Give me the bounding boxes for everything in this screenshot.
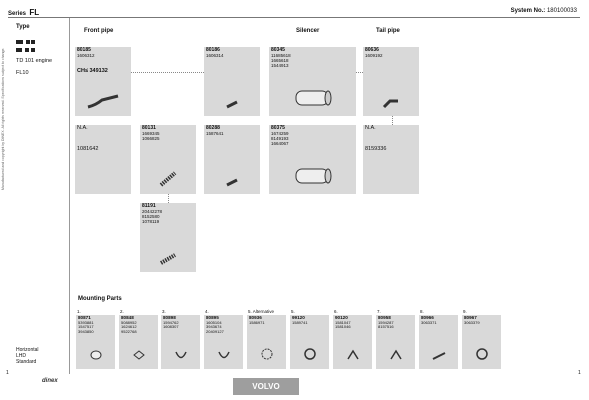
mount-cell-80898[interactable]: 80898 1594762 1608307 — [161, 315, 200, 369]
dinex-logo: dinex — [42, 378, 58, 384]
silencer-icon — [292, 163, 334, 187]
mount-index: 5. — [291, 309, 295, 314]
orientation-line: LHD — [16, 353, 27, 359]
copyright-side-text: Manufactured and copyright by DINEX. All rights reserved. Specifications subject to change. — [1, 47, 5, 190]
part-cell-80375[interactable]: 80375 1674259 8149193 1664067 — [269, 125, 356, 194]
silencer-icon — [292, 85, 334, 109]
mount-index: 1. — [77, 309, 81, 314]
silencer-header: Silencer — [296, 28, 320, 34]
mount-cell-80958[interactable]: 80958 1594287 8157516 — [376, 315, 415, 369]
mount-cell-80871[interactable]: 80871 5393881 1547517 3943850 — [76, 315, 115, 369]
series-title: Series FL — [8, 8, 40, 17]
flex-pipe-icon — [159, 171, 177, 187]
mount-cell-80966[interactable]: 80966 3063371 — [419, 315, 458, 369]
system-number: System No.: 180100033 — [510, 8, 577, 14]
page-number-right: 1 — [578, 370, 581, 376]
mount-cell-80895[interactable]: 80895 1605104 3943674 20409127 — [204, 315, 243, 369]
mount-index: 8. — [420, 309, 424, 314]
part-cell-80345[interactable]: 80345 11685618 1665618 1544913 — [269, 47, 356, 116]
part-cell-80185[interactable]: 80185 1606312 CH≤ 349132 — [75, 47, 131, 116]
type-label: Type — [16, 24, 30, 30]
bolt-icon — [431, 351, 447, 361]
pipe-connector-icon — [225, 99, 239, 109]
mount-cell-80848[interactable]: 80848 5088952 1624612 9522768 — [119, 315, 158, 369]
tail-pipe-icon — [382, 97, 400, 109]
part-cell-80636[interactable]: 80636 1609192 — [363, 47, 419, 116]
engine-label: TD 101 engine — [16, 58, 53, 64]
part-cell-80131[interactable]: 80131 1669345 1066825 — [140, 125, 196, 194]
part-cell-81191[interactable]: 81191 20442278 8152580 1078119 — [140, 203, 196, 272]
part-cell-na-2[interactable]: N.A. 8159336 — [363, 125, 419, 194]
mount-index: 9. — [463, 309, 467, 314]
orientation-info — [16, 347, 39, 365]
sleeve-icon — [89, 349, 103, 361]
brand-footer: VOLVO — [233, 378, 299, 395]
mount-cell-90120[interactable]: 90120 1581047 1581046 — [333, 315, 372, 369]
bracket-icon — [389, 349, 403, 361]
orientation-line: Standard — [16, 359, 37, 365]
chassis-note: CH≤ 349132 — [77, 68, 108, 74]
mount-index: 4. — [205, 309, 209, 314]
ring-clamp-icon — [302, 347, 318, 361]
mount-cell-99120[interactable]: 99120 1589741 — [290, 315, 329, 369]
clamp-icon — [174, 349, 188, 361]
ring-clamp-icon — [259, 347, 275, 361]
mount-index: 3. — [162, 309, 166, 314]
mount-index: 6. — [334, 309, 338, 314]
mount-index: 5. Alternative — [248, 309, 275, 314]
tail-pipe-header: Tail pipe — [376, 28, 400, 34]
bracket-icon — [346, 349, 360, 361]
mount-index: 7. — [377, 309, 381, 314]
model-label: FL10 — [16, 70, 29, 76]
page-number-left: 1 — [6, 370, 9, 376]
part-cell-80186[interactable]: 80186 1606314 — [204, 47, 260, 116]
pipe-connector-icon — [225, 177, 239, 187]
gasket-icon — [132, 349, 146, 361]
part-cell-80288[interactable]: 80288 1587641 — [204, 125, 260, 194]
clamp-icon — [217, 349, 231, 361]
mount-index: 2. — [120, 309, 124, 314]
flex-pipe-icon — [159, 251, 177, 265]
front-pipe-icon — [86, 93, 120, 109]
mount-cell-80936[interactable]: 80936 1586971 — [247, 315, 286, 369]
mount-cell-80967[interactable]: 80967 3063379 — [462, 315, 501, 369]
part-cell-na-1[interactable]: N.A. 1081642 — [75, 125, 131, 194]
ring-clamp-icon — [474, 347, 490, 361]
header-bar — [8, 6, 580, 18]
orientation-line: Horizontal — [16, 347, 39, 353]
vehicle-icons — [16, 40, 56, 54]
mounting-parts-title: Mounting Parts — [78, 296, 122, 302]
front-pipe-header: Front pipe — [84, 28, 114, 34]
